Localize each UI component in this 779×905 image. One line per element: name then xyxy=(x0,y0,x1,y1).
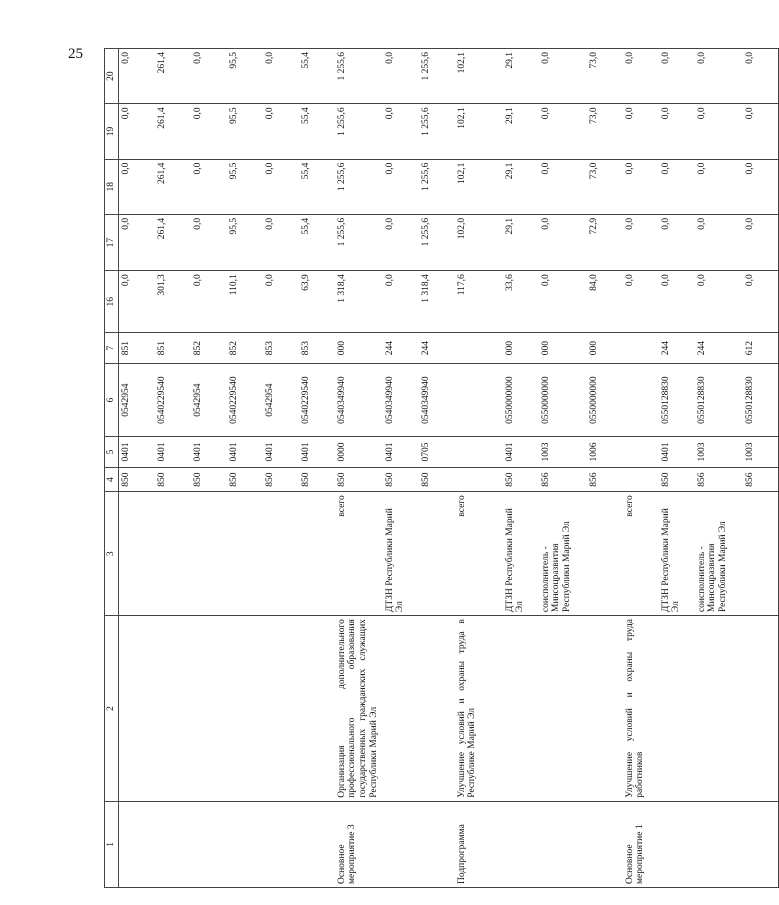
activity-name-cell: Организация дополнительного профессионального образования государственных гражданских служащих Республики Марий Эл xyxy=(335,616,383,802)
amount-cell: 0,0 xyxy=(659,104,695,159)
budget-table xyxy=(104,48,779,888)
amount-cell: 55,4 xyxy=(299,159,335,214)
target-article-cell: 0540229540 xyxy=(155,364,191,437)
section-code-cell: 0401 xyxy=(659,437,695,468)
amount-cell: 1 255,6 xyxy=(335,104,383,159)
grbs-code-cell: 850 xyxy=(227,467,263,491)
expense-type-cell: 853 xyxy=(263,333,299,364)
amount-cell: 63,9 xyxy=(299,271,335,333)
expense-type-cell: 852 xyxy=(191,333,227,364)
amount-cell: 0,0 xyxy=(623,214,659,270)
amount-cell: 95,5 xyxy=(227,214,263,270)
header-cell: 1 xyxy=(105,801,119,887)
grbs-code-cell: 850 xyxy=(503,467,539,491)
activity-name-cell xyxy=(227,616,263,802)
target-article-cell: 0550128830 xyxy=(743,364,779,437)
amount-cell: 0,0 xyxy=(539,104,587,159)
amount-cell: 301,3 xyxy=(155,271,191,333)
activity-name-cell xyxy=(191,616,227,802)
executor-cell: соисполнитель - Минсоцразвития Республики Марий Эл xyxy=(539,492,587,616)
grbs-code-cell: 850 xyxy=(335,467,383,491)
activity-name-cell xyxy=(695,616,743,802)
amount-cell: 33,6 xyxy=(503,271,539,333)
expense-type-cell: 000 xyxy=(335,333,383,364)
grbs-code-cell: 850 xyxy=(299,467,335,491)
amount-cell: 261,4 xyxy=(155,159,191,214)
grbs-code-cell: 856 xyxy=(539,467,587,491)
section-code-cell: 0401 xyxy=(503,437,539,468)
section-code-cell xyxy=(623,437,659,468)
executor-cell xyxy=(587,492,623,616)
expense-type-cell xyxy=(623,333,659,364)
section-code-cell: 1006 xyxy=(587,437,623,468)
section-code-cell: 0401 xyxy=(299,437,335,468)
amount-cell: 261,4 xyxy=(155,214,191,270)
amount-cell: 55,4 xyxy=(299,49,335,104)
amount-cell: 0,0 xyxy=(263,49,299,104)
amount-cell: 0,0 xyxy=(263,159,299,214)
amount-cell: 0,0 xyxy=(623,104,659,159)
target-article-cell: 0540349940 xyxy=(419,364,455,437)
activity-name-cell xyxy=(419,616,455,802)
amount-cell: 0,0 xyxy=(695,214,743,270)
amount-cell: 102,0 xyxy=(455,214,503,270)
amount-cell: 0,0 xyxy=(191,214,227,270)
amount-cell: 29,1 xyxy=(503,104,539,159)
section-code-cell: 0401 xyxy=(227,437,263,468)
amount-cell: 0,0 xyxy=(383,214,419,270)
target-article-cell xyxy=(455,364,503,437)
amount-cell: 55,4 xyxy=(299,104,335,159)
grbs-code-cell xyxy=(455,467,503,491)
amount-cell: 0,0 xyxy=(119,214,155,270)
amount-cell: 0,0 xyxy=(695,271,743,333)
target-article-cell: 0542954 xyxy=(263,364,299,437)
table-row xyxy=(503,49,539,888)
row-type-cell xyxy=(263,801,299,887)
grbs-code-cell: 850 xyxy=(119,467,155,491)
row-type-cell xyxy=(119,801,155,887)
executor-cell: ДТЗН Республики Марий Эл xyxy=(383,492,419,616)
amount-cell: 95,5 xyxy=(227,159,263,214)
amount-cell: 1 318,4 xyxy=(335,271,383,333)
row-type-cell xyxy=(383,801,419,887)
section-code-cell: 0401 xyxy=(191,437,227,468)
expense-type-cell: 000 xyxy=(503,333,539,364)
amount-cell: 73,0 xyxy=(587,49,623,104)
amount-cell: 95,5 xyxy=(227,104,263,159)
section-code-cell: 0705 xyxy=(419,437,455,468)
amount-cell: 0,0 xyxy=(695,159,743,214)
expense-type-cell: 244 xyxy=(419,333,455,364)
activity-name-cell xyxy=(539,616,587,802)
activity-name-cell xyxy=(587,616,623,802)
target-article-cell: 0550000000 xyxy=(503,364,539,437)
executor-cell: всего xyxy=(623,492,659,616)
amount-cell: 1 255,6 xyxy=(335,49,383,104)
amount-cell: 0,0 xyxy=(623,159,659,214)
executor-cell: всего xyxy=(455,492,503,616)
header-cell: 6 xyxy=(105,364,119,437)
amount-cell: 1 255,6 xyxy=(419,159,455,214)
table-row xyxy=(419,49,455,888)
row-type-cell xyxy=(695,801,743,887)
amount-cell: 1 255,6 xyxy=(335,214,383,270)
table-row xyxy=(119,49,155,888)
amount-cell: 0,0 xyxy=(659,214,695,270)
row-type-cell xyxy=(539,801,587,887)
row-type-cell xyxy=(503,801,539,887)
executor-cell xyxy=(191,492,227,616)
section-code-cell: 0401 xyxy=(263,437,299,468)
amount-cell: 0,0 xyxy=(119,104,155,159)
target-article-cell: 0550128830 xyxy=(695,364,743,437)
row-type-cell: Основное мероприятие 3 xyxy=(335,801,383,887)
table-row xyxy=(587,49,623,888)
amount-cell: 0,0 xyxy=(743,159,779,214)
table-body xyxy=(119,49,779,888)
amount-cell: 0,0 xyxy=(539,271,587,333)
section-code-cell: 0401 xyxy=(155,437,191,468)
amount-cell: 0,0 xyxy=(743,271,779,333)
row-type-cell xyxy=(587,801,623,887)
executor-cell xyxy=(119,492,155,616)
activity-name-cell xyxy=(383,616,419,802)
grbs-code-cell: 850 xyxy=(155,467,191,491)
amount-cell: 0,0 xyxy=(191,271,227,333)
executor-cell xyxy=(227,492,263,616)
expense-type-cell: 853 xyxy=(299,333,335,364)
amount-cell: 117,6 xyxy=(455,271,503,333)
amount-cell: 84,0 xyxy=(587,271,623,333)
activity-name-cell: Улучшение условий и охраны труда работников xyxy=(623,616,659,802)
header-cell: 5 xyxy=(105,437,119,468)
row-type-cell xyxy=(659,801,695,887)
target-article-cell: 0542954 xyxy=(191,364,227,437)
amount-cell: 0,0 xyxy=(263,214,299,270)
amount-cell: 102,1 xyxy=(455,49,503,104)
target-article-cell: 0550128830 xyxy=(659,364,695,437)
executor-cell xyxy=(419,492,455,616)
section-code-cell: 0000 xyxy=(335,437,383,468)
grbs-code-cell: 850 xyxy=(191,467,227,491)
header-row xyxy=(105,49,119,888)
section-code-cell: 1003 xyxy=(695,437,743,468)
grbs-code-cell: 856 xyxy=(743,467,779,491)
row-type-cell: Подпрограмма xyxy=(455,801,503,887)
header-cell: 2 xyxy=(105,616,119,802)
amount-cell: 102,1 xyxy=(455,159,503,214)
grbs-code-cell: 850 xyxy=(419,467,455,491)
amount-cell: 0,0 xyxy=(659,271,695,333)
amount-cell: 0,0 xyxy=(539,159,587,214)
amount-cell: 102,1 xyxy=(455,104,503,159)
expense-type-cell: 851 xyxy=(155,333,191,364)
target-article-cell: 0540229540 xyxy=(227,364,263,437)
target-article-cell xyxy=(623,364,659,437)
section-code-cell xyxy=(455,437,503,468)
table-row xyxy=(695,49,743,888)
grbs-code-cell: 856 xyxy=(587,467,623,491)
executor-cell: всего xyxy=(335,492,383,616)
target-article-cell: 0540349940 xyxy=(335,364,383,437)
amount-cell: 0,0 xyxy=(623,49,659,104)
amount-cell: 0,0 xyxy=(191,159,227,214)
amount-cell: 29,1 xyxy=(503,49,539,104)
expense-type-cell xyxy=(455,333,503,364)
grbs-code-cell: 850 xyxy=(659,467,695,491)
amount-cell: 0,0 xyxy=(623,271,659,333)
activity-name-cell xyxy=(659,616,695,802)
amount-cell: 55,4 xyxy=(299,214,335,270)
executor-cell: соисполнитель - Минсоцразвития Республики Марий Эл xyxy=(695,492,743,616)
row-type-cell xyxy=(155,801,191,887)
table-row xyxy=(335,49,383,888)
amount-cell: 0,0 xyxy=(383,159,419,214)
amount-cell: 0,0 xyxy=(695,104,743,159)
amount-cell: 0,0 xyxy=(539,214,587,270)
executor-cell xyxy=(299,492,335,616)
table-row xyxy=(191,49,227,888)
executor-cell xyxy=(263,492,299,616)
amount-cell: 0,0 xyxy=(119,271,155,333)
header-cell: 4 xyxy=(105,467,119,491)
amount-cell: 110,1 xyxy=(227,271,263,333)
rotated-budget-table xyxy=(104,48,755,888)
amount-cell: 0,0 xyxy=(659,49,695,104)
amount-cell: 73,0 xyxy=(587,104,623,159)
amount-cell: 1 255,6 xyxy=(419,214,455,270)
amount-cell: 0,0 xyxy=(263,104,299,159)
activity-name-cell xyxy=(263,616,299,802)
amount-cell: 0,0 xyxy=(539,49,587,104)
page-number: 25 xyxy=(68,46,83,62)
amount-cell: 1 318,4 xyxy=(419,271,455,333)
expense-type-cell: 852 xyxy=(227,333,263,364)
amount-cell: 261,4 xyxy=(155,104,191,159)
table-row xyxy=(299,49,335,888)
activity-name-cell xyxy=(299,616,335,802)
grbs-code-cell: 850 xyxy=(263,467,299,491)
executor-cell xyxy=(743,492,779,616)
target-article-cell: 0540349940 xyxy=(383,364,419,437)
section-code-cell: 0401 xyxy=(119,437,155,468)
executor-cell xyxy=(155,492,191,616)
expense-type-cell: 244 xyxy=(695,333,743,364)
activity-name-cell xyxy=(119,616,155,802)
row-type-cell: Основное мероприятие 1 xyxy=(623,801,659,887)
table-row xyxy=(383,49,419,888)
table-row xyxy=(155,49,191,888)
amount-cell: 0,0 xyxy=(383,49,419,104)
header-cell: 17 xyxy=(105,214,119,270)
table-row xyxy=(743,49,779,888)
header-cell: 20 xyxy=(105,49,119,104)
amount-cell: 1 255,6 xyxy=(419,104,455,159)
target-article-cell: 0540229540 xyxy=(299,364,335,437)
activity-name-cell: Улучшение условий и охраны труда в Республике Марий Эл xyxy=(455,616,503,802)
executor-cell: ДТЗН Республики Марий Эл xyxy=(659,492,695,616)
amount-cell: 0,0 xyxy=(383,271,419,333)
amount-cell: 29,1 xyxy=(503,159,539,214)
amount-cell: 95,5 xyxy=(227,49,263,104)
target-article-cell: 0550000000 xyxy=(539,364,587,437)
amount-cell: 1 255,6 xyxy=(335,159,383,214)
grbs-code-cell: 856 xyxy=(695,467,743,491)
header-cell: 19 xyxy=(105,104,119,159)
grbs-code-cell xyxy=(623,467,659,491)
table-row xyxy=(455,49,503,888)
table-row xyxy=(227,49,263,888)
header-cell: 3 xyxy=(105,492,119,616)
target-article-cell: 0542954 xyxy=(119,364,155,437)
expense-type-cell: 000 xyxy=(587,333,623,364)
amount-cell: 0,0 xyxy=(695,49,743,104)
table-row xyxy=(623,49,659,888)
expense-type-cell: 244 xyxy=(659,333,695,364)
row-type-cell xyxy=(191,801,227,887)
header-cell: 18 xyxy=(105,159,119,214)
section-code-cell: 1003 xyxy=(743,437,779,468)
row-type-cell xyxy=(743,801,779,887)
amount-cell: 0,0 xyxy=(743,49,779,104)
expense-type-cell: 612 xyxy=(743,333,779,364)
table-row xyxy=(659,49,695,888)
amount-cell: 1 255,6 xyxy=(419,49,455,104)
amount-cell: 73,0 xyxy=(587,159,623,214)
amount-cell: 0,0 xyxy=(191,49,227,104)
expense-type-cell: 851 xyxy=(119,333,155,364)
expense-type-cell: 000 xyxy=(539,333,587,364)
expense-type-cell: 244 xyxy=(383,333,419,364)
target-article-cell: 0550000000 xyxy=(587,364,623,437)
grbs-code-cell: 850 xyxy=(383,467,419,491)
table-row xyxy=(263,49,299,888)
amount-cell: 29,1 xyxy=(503,214,539,270)
section-code-cell: 0401 xyxy=(383,437,419,468)
amount-cell: 0,0 xyxy=(659,159,695,214)
amount-cell: 0,0 xyxy=(119,159,155,214)
amount-cell: 0,0 xyxy=(263,271,299,333)
row-type-cell xyxy=(299,801,335,887)
amount-cell: 0,0 xyxy=(743,104,779,159)
amount-cell: 0,0 xyxy=(743,214,779,270)
section-code-cell: 1003 xyxy=(539,437,587,468)
table-row xyxy=(539,49,587,888)
header-cell: 7 xyxy=(105,333,119,364)
row-type-cell xyxy=(227,801,263,887)
header-cell: 16 xyxy=(105,271,119,333)
amount-cell: 0,0 xyxy=(191,104,227,159)
activity-name-cell xyxy=(743,616,779,802)
amount-cell: 72,9 xyxy=(587,214,623,270)
executor-cell: ДТЗН Республики Марий Эл xyxy=(503,492,539,616)
amount-cell: 261,4 xyxy=(155,49,191,104)
amount-cell: 0,0 xyxy=(383,104,419,159)
activity-name-cell xyxy=(155,616,191,802)
row-type-cell xyxy=(419,801,455,887)
amount-cell: 0,0 xyxy=(119,49,155,104)
activity-name-cell xyxy=(503,616,539,802)
